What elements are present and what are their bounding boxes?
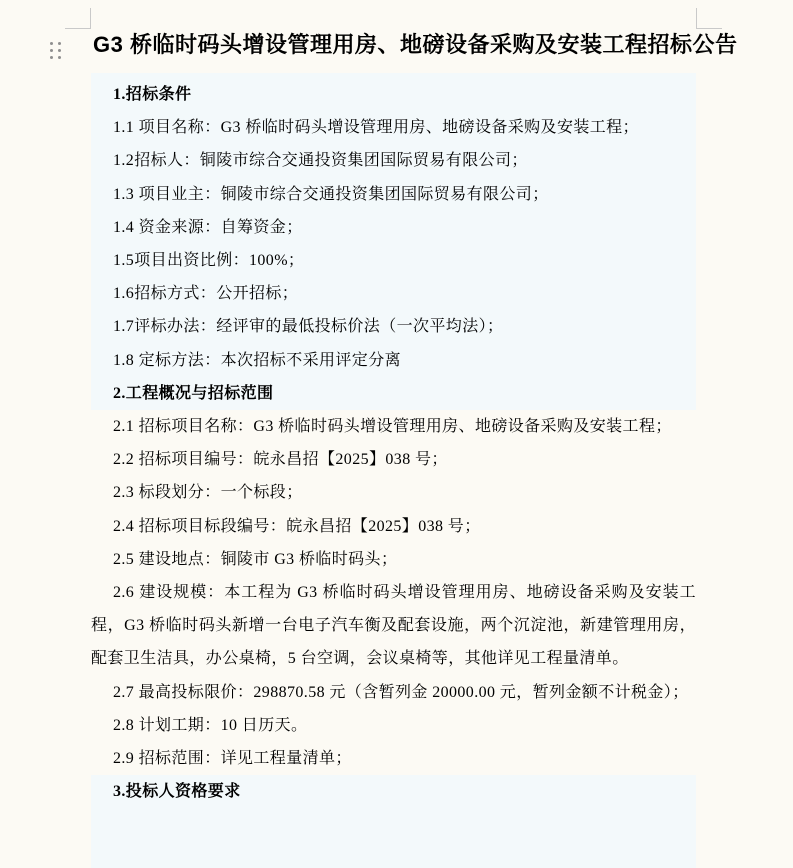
doc-paragraph: 1.2招标人：铜陵市综合交通投资集团国际贸易有限公司； bbox=[113, 152, 528, 170]
doc-paragraph: 1.3 项目业主：铜陵市综合交通投资集团国际贸易有限公司； bbox=[113, 185, 549, 203]
section-2-heading: 2.工程概况与招标范围 bbox=[113, 384, 274, 402]
doc-paragraph: 1.8 定标方法：本次招标不采用评定分离 bbox=[113, 351, 402, 369]
page-corner-mark-left-icon bbox=[65, 8, 91, 29]
doc-paragraph: 2.7 最高投标限价：298870.58 元（含暂列金 20000.00 元，暂列金额不计税金）； bbox=[113, 683, 689, 701]
page-corner-mark-right-icon bbox=[696, 8, 722, 29]
doc-paragraph: 1.1 项目名称：G3 桥临时码头增设管理用房、地磅设备采购及安装工程； bbox=[113, 119, 639, 137]
doc-body bbox=[91, 73, 696, 868]
doc-paragraph: 1.4 资金来源：自筹资金； bbox=[113, 218, 303, 236]
drag-handle-icon[interactable] bbox=[50, 42, 61, 59]
section-1-heading: 1.招标条件 bbox=[113, 86, 192, 103]
section-3-heading: 3.投标人资格要求 bbox=[113, 783, 241, 801]
doc-paragraph: 2.1 招标项目名称：G3 桥临时码头增设管理用房、地磅设备采购及安装工程； bbox=[113, 418, 672, 436]
doc-paragraph: 2.8 计划工期：10 日历天。 bbox=[113, 716, 308, 734]
doc-paragraph: 2.2 招标项目编号：皖永昌招【2025】038 号； bbox=[113, 451, 448, 469]
doc-paragraph: 2.6 建设规模：本工程为 G3 桥临时码头增设管理用房、地磅设备采购及安装工程，G3 桥临时码头新增一台电子汽车衡及配套设施，两个沉淀池，新建管理用房，配套卫生洁具，办公桌椅，5 台空调，会议桌椅等，其他详见工程量清单。 bbox=[91, 584, 696, 668]
doc-paragraph: 2.9 招标范围：详见工程量清单； bbox=[113, 750, 352, 768]
doc-paragraph: 2.3 标段划分：一个标段； bbox=[113, 484, 303, 502]
highlighted-block-section-3 bbox=[91, 775, 696, 868]
doc-paragraph: 2.4 招标项目标段编号：皖永昌招【2025】038 号； bbox=[113, 517, 481, 535]
highlighted-block-section-1 bbox=[91, 73, 696, 410]
doc-paragraph: 1.5项目出资比例：100%； bbox=[113, 252, 305, 270]
section-2-body bbox=[91, 410, 696, 775]
doc-paragraph: 1.7评标办法：经评审的最低投标价法（一次平均法）； bbox=[113, 318, 504, 336]
doc-paragraph: 1.6招标方式：公开招标； bbox=[113, 285, 299, 303]
doc-title: G3 桥临时码头增设管理用房、地磅设备采购及安装工程招标公告 bbox=[93, 32, 738, 57]
doc-paragraph: 2.5 建设地点：铜陵市 G3 桥临时码头； bbox=[113, 550, 398, 568]
